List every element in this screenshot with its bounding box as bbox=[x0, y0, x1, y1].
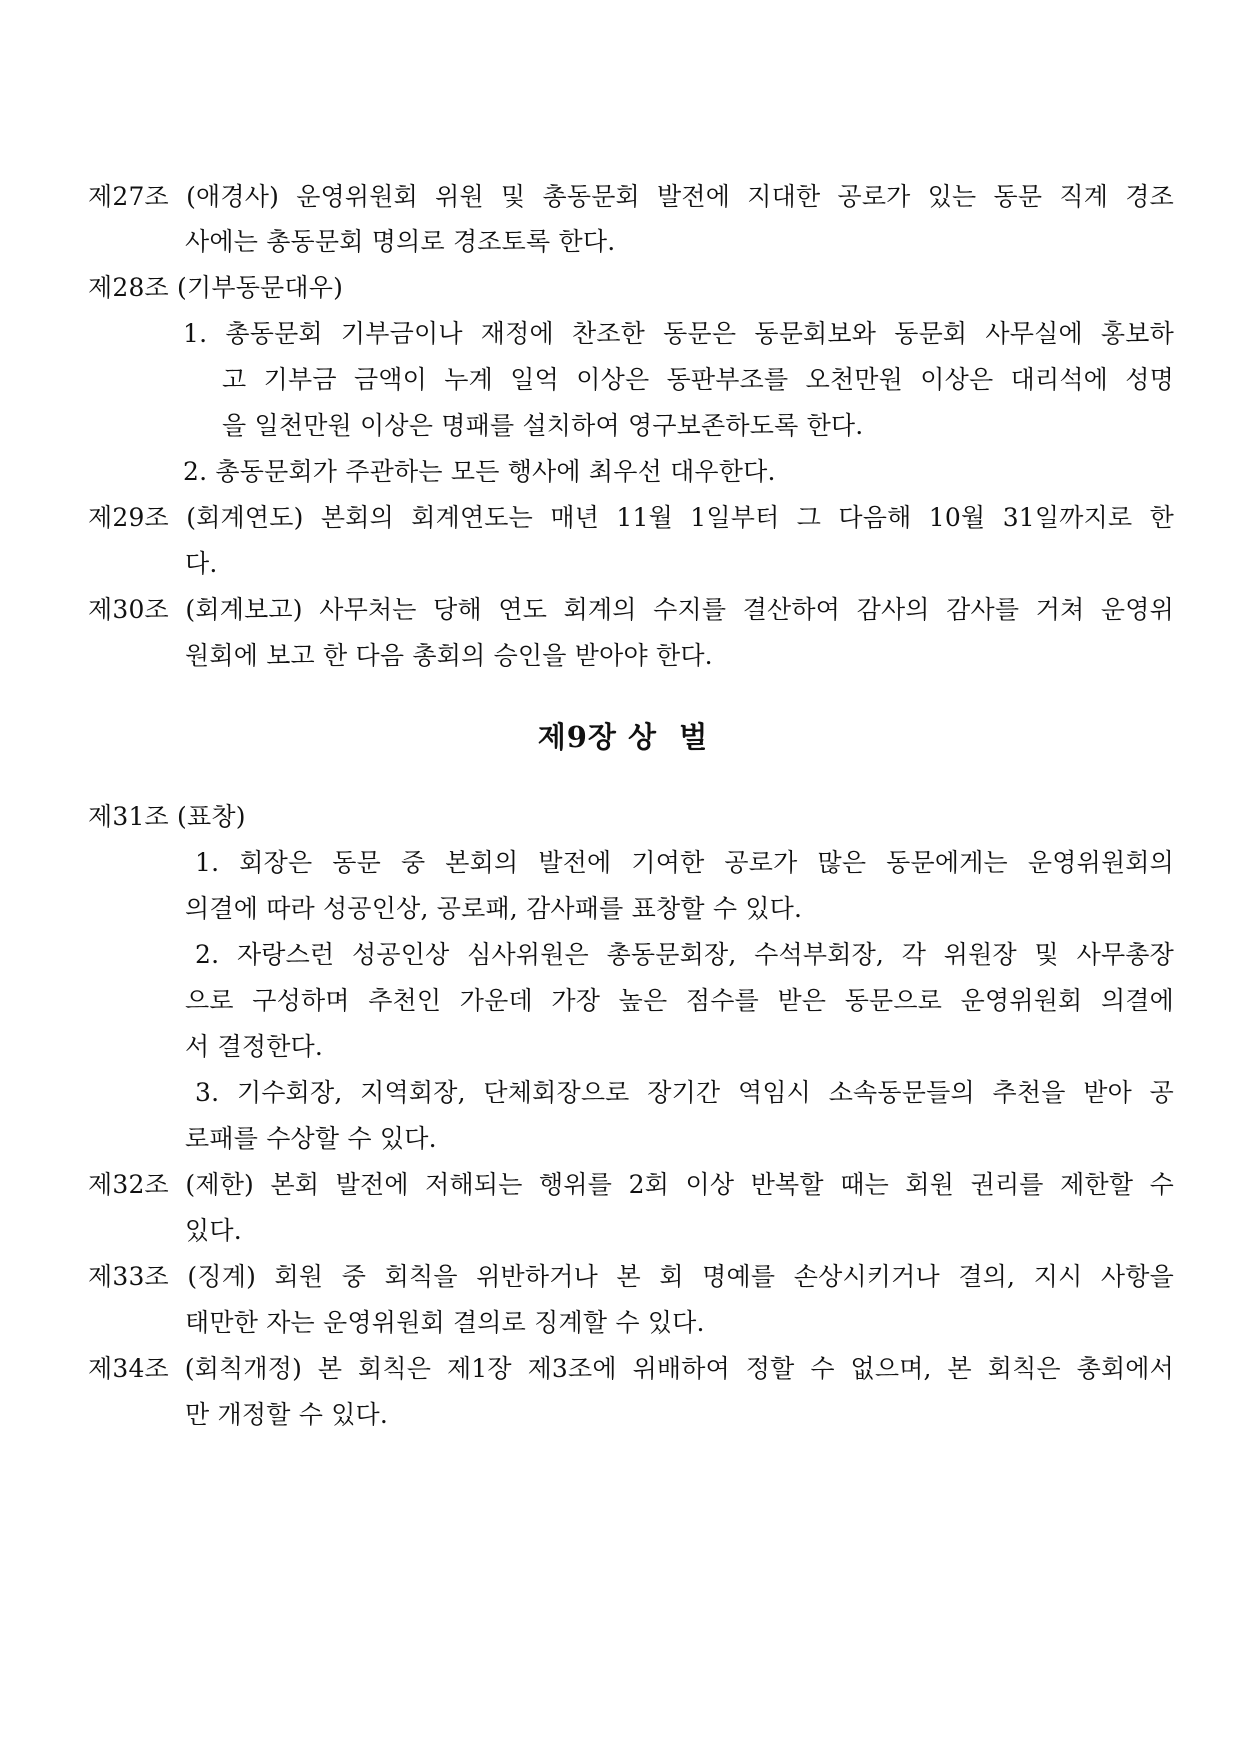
article-31-item-1-line-2: 의결에 따라 성공인상, 공로패, 감사패를 표창할 수 있다. bbox=[185, 894, 803, 923]
article-30-line-2: 원회에 보고 한 다음 총회의 승인을 받아야 한다. bbox=[185, 641, 713, 670]
article-33-line-2: 태만한 자는 운영위원회 결의로 징계할 수 있다. bbox=[185, 1308, 705, 1337]
article-31-item-2-line-2: 으로 구성하며 추천인 가운데 가장 높은 점수를 받은 동문으로 운영위원회 의결에 bbox=[185, 986, 1174, 1015]
article-28-item-2: 2. 총동문회가 주관하는 모든 행사에 최우선 대우한다. bbox=[183, 457, 776, 486]
article-28-item-1-line-2: 고 기부금 금액이 누계 일억 이상은 동판부조를 오천만원 이상은 대리석에 성명 bbox=[222, 365, 1174, 394]
article-31-item-3-line-2: 로패를 수상할 수 있다. bbox=[185, 1124, 437, 1153]
article-31-item-2-line-3: 서 결정한다. bbox=[185, 1032, 324, 1061]
article-28-title: 제28조 (기부동문대우) bbox=[88, 273, 344, 302]
article-31-title: 제31조 (표창) bbox=[88, 802, 246, 831]
article-30-line-1: 제30조 (회계보고) 사무처는 당해 연도 회계의 수지를 결산하여 감사의 감사를 거쳐 운영위 bbox=[88, 595, 1174, 624]
article-34-line-2: 만 개정할 수 있다. bbox=[185, 1400, 389, 1429]
article-33-line-1: 제33조 (징계) 회원 중 회칙을 위반하거나 본 회 명예를 손상시키거나 결의, 지시 사항을 bbox=[88, 1262, 1174, 1291]
article-31-item-1-line-1: 1. 회장은 동문 중 본회의 발전에 기여한 공로가 많은 동문에게는 운영위원회의 bbox=[195, 848, 1174, 877]
article-31-item-3-line-1: 3. 기수회장, 지역회장, 단체회장으로 장기간 역임시 소속동문들의 추천을 받아 공 bbox=[195, 1078, 1174, 1107]
article-32-line-1: 제32조 (제한) 본회 발전에 저해되는 행위를 2회 이상 반복할 때는 회원 권리를 제한할 수 bbox=[88, 1170, 1174, 1199]
article-27-line-1: 제27조 (애경사) 운영위원회 위원 및 총동문회 발전에 지대한 공로가 있는 동문 직계 경조 bbox=[88, 182, 1174, 211]
article-34-line-1: 제34조 (회칙개정) 본 회칙은 제1장 제3조에 위배하여 정할 수 없으며, 본 회칙은 총회에서 bbox=[88, 1354, 1174, 1383]
article-28-item-1-line-1: 1. 총동문회 기부금이나 재정에 찬조한 동문은 동문회보와 동문회 사무실에 홍보하 bbox=[183, 319, 1174, 348]
article-32-line-2: 있다. bbox=[185, 1216, 242, 1245]
article-28-item-1-line-3: 을 일천만원 이상은 명패를 설치하여 영구보존하도록 한다. bbox=[222, 411, 864, 440]
chapter-9-heading: 제9장 상 벌 bbox=[537, 720, 709, 754]
article-27-line-2: 사에는 총동문회 명의로 경조토록 한다. bbox=[185, 227, 616, 256]
article-31-item-2-line-1: 2. 자랑스런 성공인상 심사위원은 총동문회장, 수석부회장, 각 위원장 및 사무총장 bbox=[195, 940, 1174, 969]
article-29-line-2: 다. bbox=[185, 549, 218, 578]
article-29-line-1: 제29조 (회계연도) 본회의 회계연도는 매년 11월 1일부터 그 다음해 10월 31일까지로 한 bbox=[88, 503, 1174, 532]
